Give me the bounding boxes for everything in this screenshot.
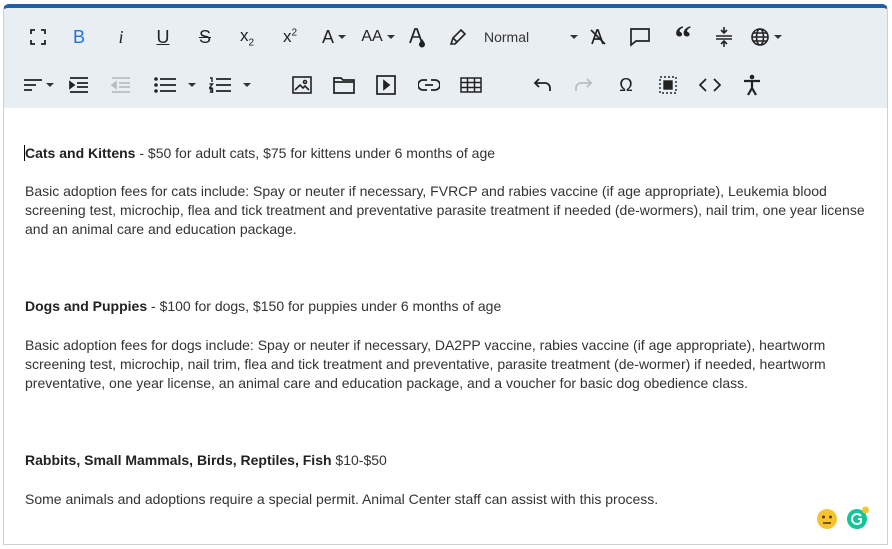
section-heading-cats	[25, 144, 870, 163]
section-body-small-animals: Some animals and adoptions require a special permit. Animal Center staff can assist with this process.	[25, 491, 659, 507]
insert-table-button[interactable]	[459, 70, 483, 100]
globe-icon	[750, 27, 770, 47]
chevron-down-icon	[570, 35, 578, 39]
section-title: Cats and Kittens	[25, 145, 136, 161]
paragraph-style-value: Normal	[484, 29, 530, 45]
font-family-button[interactable]	[318, 22, 350, 52]
text-color-button[interactable]	[405, 22, 429, 52]
numbered-list-button[interactable]	[207, 70, 253, 100]
special-characters-button[interactable]	[614, 70, 638, 100]
fullscreen-icon	[30, 29, 46, 45]
subscript-icon: $x_2$	[239, 25, 255, 49]
superscript-button[interactable]	[277, 22, 303, 52]
outdent-button	[109, 70, 133, 100]
section-price: $10-$50	[331, 452, 387, 468]
section-heading-dogs	[25, 297, 870, 316]
text-color-icon	[407, 26, 427, 48]
folder-icon	[333, 76, 355, 94]
image-icon	[292, 76, 312, 94]
bulleted-list-button[interactable]	[151, 70, 199, 100]
subscript-button[interactable]	[234, 22, 260, 52]
strikethrough-button[interactable]	[193, 22, 217, 52]
section-title: Dogs and Puppies	[25, 298, 148, 314]
fullscreen-button[interactable]	[26, 22, 50, 52]
section-body-dogs: Basic adoption fees for dogs include: Spay or neuter if necessary, DA2PP vaccine, rabies vaccine (if age appropriate), heartworm screening test, microchip, nail trim, flea and tick treatment and preventative, parasite treatment (de-wormer) if needed, heartworm preventative, one year license, an animal care and education package, and a voucher for basic dog obedience class.	[25, 337, 826, 391]
font-size-icon: AA	[361, 28, 383, 45]
insert-image-button[interactable]	[290, 70, 314, 100]
accessibility-button[interactable]	[740, 70, 764, 100]
editor-toolbar	[4, 8, 887, 108]
italic-icon: i	[118, 26, 124, 47]
select-all-icon	[659, 76, 677, 94]
clear-formatting-button[interactable]	[586, 22, 610, 52]
bulleted-list-icon	[154, 77, 176, 93]
outdent-icon	[111, 77, 131, 93]
code-view-button[interactable]	[698, 70, 722, 100]
numbered-list-icon	[209, 77, 231, 93]
align-left-icon	[24, 78, 42, 92]
chevron-down-icon	[338, 35, 346, 39]
undo-button[interactable]	[530, 70, 554, 100]
accessibility-icon	[743, 74, 761, 96]
editor-content[interactable]	[4, 108, 887, 545]
video-icon	[376, 75, 396, 95]
rich-text-editor	[3, 4, 888, 545]
quote-button[interactable]	[670, 22, 696, 56]
background-color-button[interactable]	[446, 22, 470, 52]
emoji-button[interactable]	[816, 508, 838, 530]
indent-icon	[69, 77, 89, 93]
grammarly-button[interactable]	[846, 506, 870, 530]
chevron-down-icon	[243, 83, 251, 87]
chevron-down-icon	[46, 83, 54, 87]
line-height-button[interactable]	[712, 22, 736, 52]
redo-icon	[574, 78, 594, 92]
highlighter-icon	[449, 28, 467, 46]
grammarly-icon	[846, 506, 870, 530]
underline-button[interactable]	[151, 22, 175, 52]
section-price: - $50 for adult cats, $75 for kittens under 6 months of age	[135, 145, 496, 161]
redo-button	[572, 70, 596, 100]
section-body-cats: Basic adoption fees for cats include: Spay or neuter if necessary, FVRCP and rabies vaccine (if age appropriate), Leukemia blood screening test, microchip, flea and tick treatment and preventative parasite treatment if needed (de-wormers), nail trim, one year license and an animal care and education package.	[25, 183, 865, 237]
link-icon	[418, 78, 440, 92]
underline-icon: U	[156, 26, 170, 47]
chevron-down-icon	[774, 35, 782, 39]
quote-icon: “	[674, 20, 692, 57]
bold-button[interactable]	[67, 22, 91, 52]
font-icon: A	[321, 26, 334, 47]
code-icon	[699, 78, 721, 92]
omega-icon: Ω	[619, 74, 633, 95]
table-icon	[460, 77, 482, 93]
select-all-button[interactable]	[656, 70, 680, 100]
undo-icon	[532, 78, 552, 92]
comment-button[interactable]	[627, 22, 653, 52]
chevron-down-icon	[387, 35, 395, 39]
file-manager-button[interactable]	[332, 70, 356, 100]
chevron-down-icon	[188, 83, 196, 87]
line-height-icon	[715, 26, 733, 48]
italic-button[interactable]	[109, 22, 133, 52]
clear-format-icon	[589, 28, 607, 46]
section-heading-small-animals	[25, 451, 870, 470]
section-price: - $100 for dogs, $150 for puppies under 6 months of age	[147, 298, 502, 314]
insert-video-button[interactable]	[374, 70, 398, 100]
font-size-button[interactable]	[360, 22, 396, 52]
strikethrough-icon: S	[198, 26, 211, 47]
superscript-icon: $x^2$	[282, 27, 298, 46]
bold-icon: B	[72, 26, 85, 47]
neutral-face-icon	[816, 508, 838, 530]
align-button[interactable]	[22, 70, 56, 100]
section-title: Rabbits, Small Mammals, Birds, Reptiles, Fish	[25, 452, 332, 468]
language-button[interactable]	[750, 22, 782, 52]
paragraph-style-select[interactable]	[484, 22, 578, 52]
insert-link-button[interactable]	[417, 70, 441, 100]
comment-icon	[629, 27, 651, 47]
indent-button[interactable]	[67, 70, 91, 100]
